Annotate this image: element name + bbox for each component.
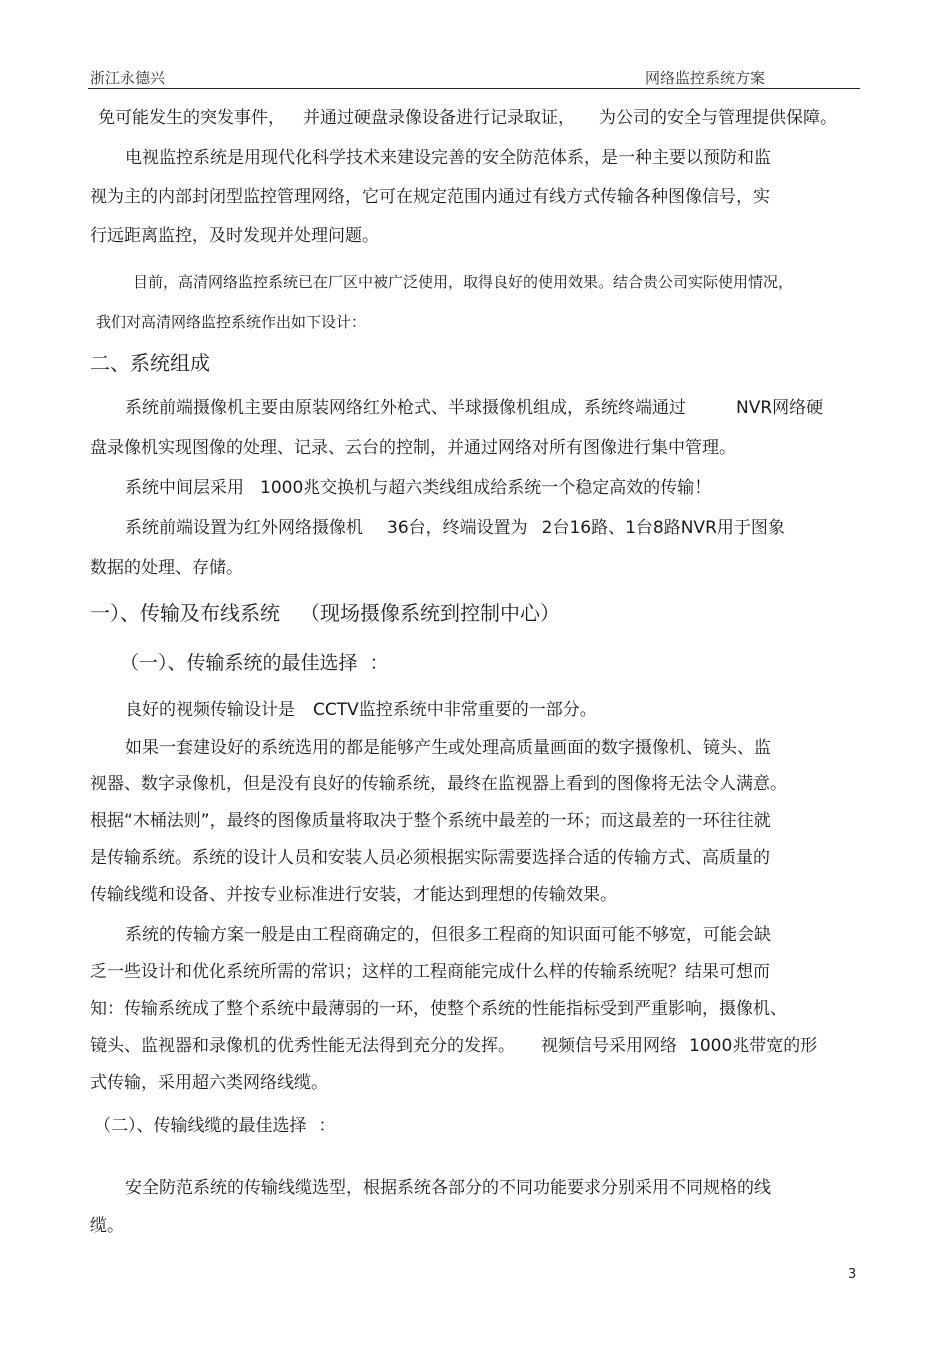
paragraph-line: 目前，高清网络监控系统已在厂区中被广泛使用，取得良好的使用效果。结合贵公司实际使用情况， — [133, 273, 794, 291]
text-run: 视频信号采用网络 — [541, 1036, 677, 1056]
paragraph-line: 知：传输系统成了整个系统中最薄弱的一环，使整个系统的性能指标受到严重影响，摄像机、 — [90, 999, 787, 1019]
text-run: 良好的视频传输设计是 — [125, 700, 295, 720]
text-run: 系统中间层采用 — [125, 478, 244, 498]
page-number: 3 — [848, 1267, 857, 1282]
text-run: ： — [369, 652, 389, 674]
text-run: 1000兆交换机与超六类线组成给系统一个稳定高效的传输！ — [260, 478, 712, 498]
paragraph-line: 传输线缆和设备、并按专业标准进行安装，才能达到理想的传输效果。 — [90, 885, 617, 905]
paragraph-line: 如果一套建设好的系统选用的都是能够产生或处理高质量画面的数字摄像机、镜头、监 — [125, 738, 771, 758]
paragraph-line: 盘录像机实现图像的处理、记录、云台的控制，并通过网络对所有图像进行集中管理。 — [90, 438, 736, 458]
text-run: 免可能发生的突发事件， — [98, 108, 285, 128]
text-run: 36台，终端设置为 — [387, 518, 528, 538]
paragraph-line — [125, 520, 785, 537]
text-run: 并通过硬盘录像设备进行记录取证， — [303, 108, 575, 128]
paragraph-line — [125, 702, 597, 719]
text-run: 为公司的安全与管理提供保障。 — [599, 108, 837, 128]
text-run: 1000兆带宽的形 — [689, 1036, 818, 1056]
text-run: 2台16路、1台8路NVR用于图象 — [541, 518, 785, 538]
paragraph-line: 乏一些设计和优化系统所需的常识；这样的工程商能完成什么样的传输系统呢？结果可想而 — [90, 962, 770, 982]
header-doc-title: 网络监控系统方案 — [645, 69, 766, 87]
paragraph-line: 电视监控系统是用现代化科学技术来建设完善的安全防范体系，是一种主要以预防和监 — [125, 148, 771, 168]
text-run: 系统前端摄像机主要由原装网络红外枪式、半球摄像机组成，系统终端通过 — [125, 398, 686, 418]
text-run: 镜头、监视器和录像机的优秀性能无法得到充分的发挥。 — [90, 1036, 515, 1056]
text-run: NVR网络硬 — [736, 398, 824, 418]
subsection-heading — [94, 1118, 336, 1135]
paragraph-line: 缆。 — [90, 1216, 124, 1236]
paragraph-line: 系统的传输方案一般是由工程商确定的，但很多工程商的知识面可能不够宽，可能会缺 — [125, 925, 771, 945]
subsection-heading — [120, 648, 389, 675]
header-company: 浙江永德兴 — [90, 69, 166, 87]
header-rule — [88, 88, 860, 89]
paragraph-line: 是传输系统。系统的设计人员和安装人员必须根据实际需要选择合适的传输方式、高质量的 — [90, 848, 770, 868]
section-heading — [90, 597, 560, 626]
paragraph-line: 视器、数字录像机，但是没有良好的传输系统，最终在监视器上看到的图像将无法令人满意。 — [90, 774, 787, 794]
paragraph-line — [125, 400, 823, 417]
section-heading: 二、系统组成 — [90, 351, 210, 375]
paragraph-line — [90, 1038, 817, 1055]
paragraph-line: 行远距离监控，及时发现并处理问题。 — [90, 226, 379, 246]
paragraph-line: 视为主的内部封闭型监控管理网络，它可在规定范围内通过有线方式传输各种图像信号，实 — [90, 187, 770, 207]
text-run: ： — [318, 1116, 336, 1136]
paragraph-line: 数据的处理、存储。 — [90, 558, 243, 578]
text-run: 一）、传输及布线系统 — [90, 601, 280, 625]
paragraph-line — [125, 480, 711, 497]
paragraph-line — [98, 110, 837, 127]
text-run: 系统前端设置为红外网络摄像机 — [125, 518, 363, 538]
text-run: CCTV监控系统中非常重要的一部分。 — [313, 700, 597, 720]
paragraph-line: 我们对高清网络监控系统作出如下设计： — [96, 313, 367, 331]
paragraph-line: 根据“木桶法则”，最终的图像质量将取决于整个系统中最差的一环；而这最差的一环往往就 — [90, 811, 771, 831]
text-run: （一）、传输系统的最佳选择 — [120, 652, 358, 674]
text-run: （现场摄像系统到控制中心） — [300, 601, 560, 625]
text-run: （二）、传输线缆的最佳选择 — [94, 1116, 307, 1136]
paragraph-line: 安全防范系统的传输线缆选型，根据系统各部分的不同功能要求分别采用不同规格的线 — [125, 1178, 771, 1198]
paragraph-line: 式传输，采用超六类网络线缆。 — [90, 1073, 328, 1093]
